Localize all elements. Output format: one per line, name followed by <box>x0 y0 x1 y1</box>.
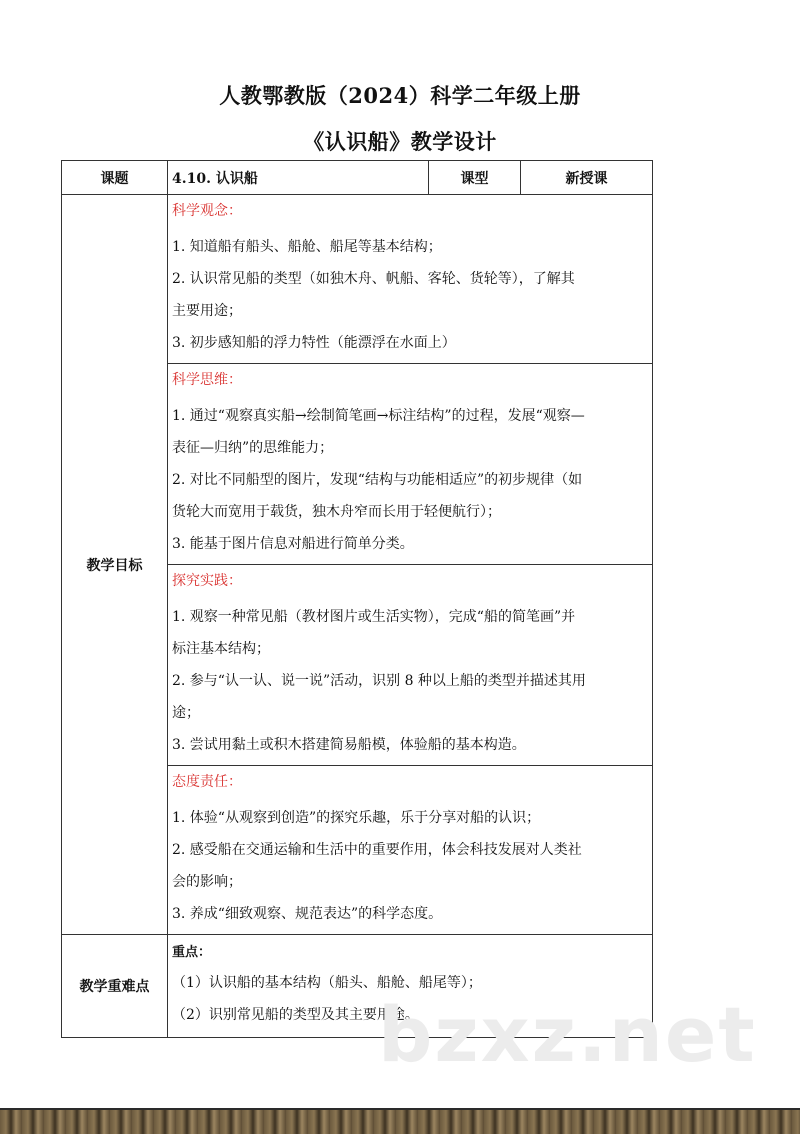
objective-line: 1. 体验“从观察到创造”的探究乐趣，乐于分享对船的认识； <box>172 810 541 826</box>
header-row <box>62 161 653 195</box>
objective-line: 3. 能基于图片信息对船进行简单分类。 <box>172 536 414 552</box>
objectives-content <box>168 195 653 935</box>
objective-line: 3. 尝试用黏土或积木搭建简易船模，体验船的基本构造。 <box>172 737 526 753</box>
objective-line: 2. 感受船在交通运输和生活中的重要作用，体会科技发展对人类社 <box>172 842 582 858</box>
objective-line: 1. 知道船有船头、船舱、船尾等基本结构； <box>172 239 442 255</box>
topic-value: 4.10. 认识船 <box>168 161 429 195</box>
objective-section-heading: 探究实践： <box>172 573 242 589</box>
objective-line: 1. 观察一种常见船（教材图片或生活实物），完成“船的简笔画”并 <box>172 609 576 625</box>
watermark-text: bzxz.net <box>378 990 757 1079</box>
objectives-label: 教学目标 <box>62 195 168 935</box>
objective-line: 3. 养成“细致观察、规范表达”的科学态度。 <box>172 906 443 922</box>
objective-line: 途； <box>172 705 200 721</box>
objective-line: 2. 认识常见船的类型（如独木舟、帆船、客轮、货轮等），了解其 <box>172 271 575 287</box>
objective-line: 会的影响； <box>172 874 242 890</box>
objective-section-heading: 科学观念： <box>172 203 242 219</box>
objective-line: 主要用途； <box>172 303 242 319</box>
document-title-line1: 人教鄂教版（2024）科学二年级上册 <box>219 83 581 108</box>
objectives-row <box>62 195 653 935</box>
objective-section <box>168 766 652 934</box>
key-points-heading: 重点： <box>172 945 212 960</box>
topic-label: 课题 <box>62 161 168 195</box>
objective-section-heading: 态度责任： <box>172 774 242 790</box>
objective-line: 货轮大而宽用于载货，独木舟窄而长用于轻便航行）； <box>172 504 501 520</box>
key-points-label: 教学重难点 <box>62 935 168 1038</box>
type-value: 新授课 <box>521 161 653 195</box>
objective-line: 1. 通过“观察真实船→绘制简笔画→标注结构”的过程，发展“观察— <box>172 408 585 424</box>
lesson-plan-table <box>61 160 653 1038</box>
background-texture-strip <box>0 1110 800 1134</box>
objective-section-heading: 科学思维： <box>172 372 242 388</box>
document-title-line2: 《认识船》教学设计 <box>303 129 497 154</box>
key-point-line: （1）认识船的基本结构（船头、船舱、船尾等）； <box>172 975 482 991</box>
objective-line: 3. 初步感知船的浮力特性（能漂浮在水面上） <box>172 335 456 351</box>
key-point-line: （2）识别常见船的类型及其主要用途。 <box>172 1007 419 1023</box>
objective-line: 2. 对比不同船型的图片，发现“结构与功能相适应”的初步规律（如 <box>172 472 583 488</box>
objective-line: 2. 参与“认一认、说一说”活动，识别 8 种以上船的类型并描述其用 <box>172 673 586 689</box>
objective-line: 标注基本结构； <box>172 641 270 657</box>
objective-section <box>168 565 652 766</box>
type-label: 课型 <box>429 161 521 195</box>
objective-section <box>168 364 652 565</box>
objective-section <box>168 195 652 364</box>
objective-line: 表征—归纳”的思维能力； <box>172 440 334 456</box>
